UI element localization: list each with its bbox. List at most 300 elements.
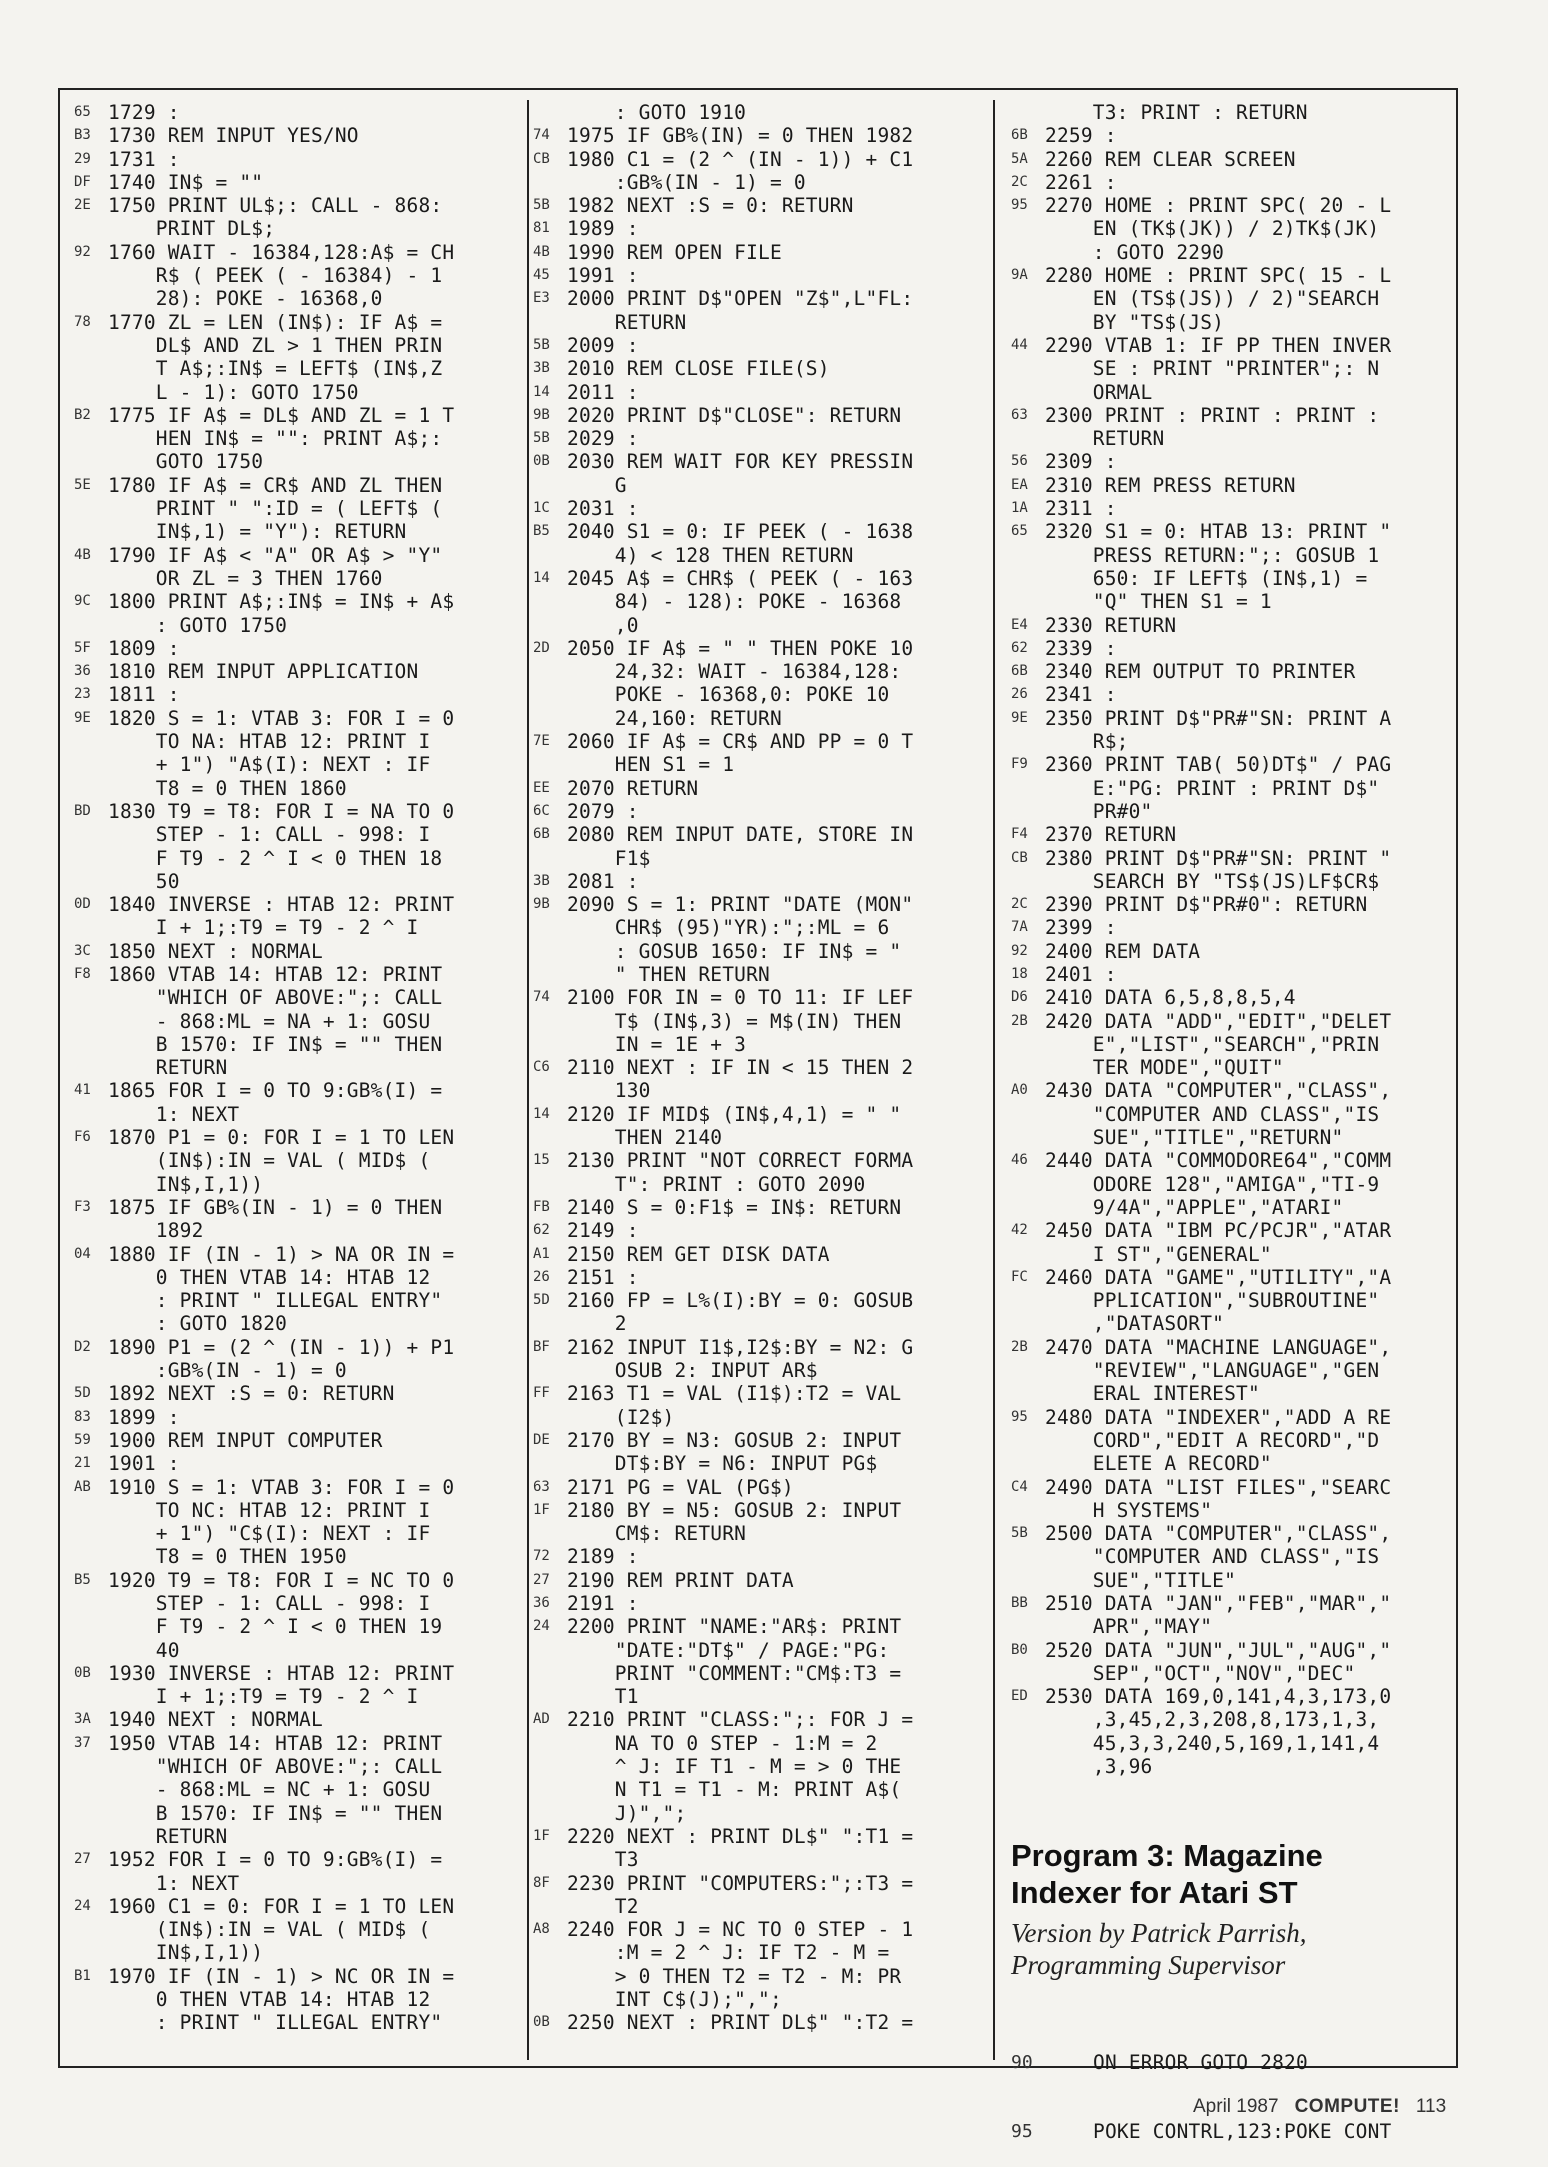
code-line bbox=[1011, 823, 1391, 846]
code-text: 0 THEN VTAB 14: HTAB 12 bbox=[108, 1988, 431, 2012]
code-text: 1880 IF (IN - 1) > NA OR IN = bbox=[108, 1242, 455, 1266]
code-line bbox=[74, 1569, 454, 1592]
code-text: : PRINT " ILLEGAL ENTRY" bbox=[108, 2011, 443, 2035]
code-text: + 1") "A$(I): NEXT : IF bbox=[108, 753, 431, 777]
code-text: CM$: RETURN bbox=[567, 1522, 747, 1546]
code-line bbox=[1011, 1708, 1391, 1731]
code-text: 2150 REM GET DISK DATA bbox=[567, 1242, 830, 1266]
code-line bbox=[74, 916, 454, 939]
code-line bbox=[74, 1732, 454, 1755]
code-line bbox=[533, 1872, 913, 1895]
code-line bbox=[1011, 1336, 1391, 1359]
code-text: 2060 IF A$ = CR$ AND PP = 0 T bbox=[567, 730, 914, 754]
code-text: 2240 FOR J = NC TO 0 STEP - 1 bbox=[567, 1918, 914, 1942]
code-line bbox=[1011, 287, 1391, 310]
code-line bbox=[74, 241, 454, 264]
checksum bbox=[1011, 730, 1045, 753]
code-line bbox=[533, 777, 913, 800]
code-line bbox=[74, 1802, 454, 1825]
checksum bbox=[533, 1802, 567, 1825]
code-line bbox=[533, 124, 913, 147]
code-text: "WHICH OF ABOVE:";: CALL bbox=[108, 986, 443, 1010]
code-text: "WHICH OF ABOVE:";: CALL bbox=[108, 1755, 443, 1779]
column-divider-2 bbox=[993, 100, 995, 2060]
checksum bbox=[74, 2011, 108, 2034]
checksum: B0 bbox=[1011, 1641, 1028, 1658]
checksum: 7A bbox=[1011, 919, 1028, 936]
checksum: 2C bbox=[1011, 173, 1028, 190]
code-line bbox=[74, 1033, 454, 1056]
magazine-name: COMPUTE! bbox=[1294, 2096, 1400, 2117]
checksum: 65 bbox=[74, 104, 91, 120]
code-line bbox=[74, 1429, 454, 1452]
checksum bbox=[533, 660, 567, 683]
code-text: 2191 : bbox=[567, 1592, 639, 1615]
code-line bbox=[1011, 1149, 1391, 1172]
code-line bbox=[1011, 1219, 1391, 1242]
code-text: T2 bbox=[567, 1894, 639, 1918]
checksum: 78 bbox=[74, 313, 91, 330]
code-line bbox=[533, 381, 913, 404]
code-line bbox=[1011, 893, 1391, 916]
byline-line-2: Programming Supervisor bbox=[1011, 1950, 1286, 1980]
checksum: 3C bbox=[74, 942, 91, 959]
checksum bbox=[1011, 427, 1045, 450]
checksum: DF bbox=[74, 173, 91, 190]
code-text: IN$,I,1)) bbox=[108, 1172, 264, 1196]
code-text: RETURN bbox=[108, 1056, 228, 1080]
code-text: 2530 DATA 169,0,141,4,3,173,0 bbox=[1045, 1685, 1392, 1709]
code-text: 2029 : bbox=[567, 427, 639, 451]
checksum: 63 bbox=[1011, 406, 1028, 423]
checksum bbox=[533, 1639, 567, 1662]
code-text: 2480 DATA "INDEXER","ADD A RE bbox=[1045, 1405, 1392, 1429]
code-text: 24,32: WAIT - 16384,128: bbox=[567, 660, 902, 684]
code-line bbox=[74, 1685, 454, 1708]
checksum bbox=[1011, 1429, 1045, 1452]
checksum bbox=[1011, 590, 1045, 613]
code-line bbox=[1011, 1615, 1391, 1638]
code-text: 1900 REM INPUT COMPUTER bbox=[108, 1428, 383, 1452]
checksum: 4B bbox=[74, 546, 91, 563]
code-line bbox=[1011, 567, 1391, 590]
code-line bbox=[74, 963, 454, 986]
code-line bbox=[74, 1406, 454, 1429]
checksum bbox=[74, 1103, 108, 1126]
checksum bbox=[533, 1406, 567, 1429]
code-text: 2270 HOME : PRINT SPC( 20 - L bbox=[1045, 194, 1392, 218]
checksum bbox=[74, 1872, 108, 1895]
code-line bbox=[1011, 1243, 1391, 1266]
checksum: 95 bbox=[1011, 2121, 1033, 2143]
checksum bbox=[533, 683, 567, 706]
checksum: 5D bbox=[533, 1292, 550, 1309]
code-line bbox=[1011, 357, 1391, 380]
code-line bbox=[533, 1359, 913, 1382]
checksum bbox=[533, 311, 567, 334]
checksum: 6B bbox=[1011, 127, 1028, 144]
checksum bbox=[533, 171, 567, 194]
code-line bbox=[1011, 1545, 1391, 1568]
code-text: 650: IF LEFT$ (IN$,1) = bbox=[1045, 566, 1368, 590]
code-text: :M = 2 ^ J: IF T2 - M = bbox=[567, 1941, 890, 1965]
code-line bbox=[1011, 1406, 1391, 1429]
checksum bbox=[74, 567, 108, 590]
checksum: 74 bbox=[533, 127, 550, 144]
code-text: HEN IN$ = "": PRINT A$;: bbox=[108, 427, 443, 451]
checksum bbox=[1011, 1196, 1045, 1219]
code-text: 1850 NEXT : NORMAL bbox=[108, 939, 323, 963]
code-text: :GB%(IN - 1) = 0 bbox=[108, 1359, 347, 1383]
code-text: 1989 : bbox=[567, 217, 639, 241]
code-text: N T1 = T1 - M: PRINT A$( bbox=[567, 1778, 902, 1802]
checksum: F9 bbox=[1011, 756, 1028, 773]
code-text: 1901 : bbox=[108, 1452, 180, 1476]
code-text: 2045 A$ = CHR$ ( PEEK ( - 163 bbox=[567, 566, 914, 590]
checksum: EA bbox=[1011, 476, 1028, 493]
code-text: TO NA: HTAB 12: PRINT I bbox=[108, 730, 431, 754]
code-text: 2171 PG = VAL (PG$) bbox=[567, 1475, 794, 1499]
code-line bbox=[533, 637, 913, 660]
code-line bbox=[1011, 2051, 1392, 2074]
checksum: 1F bbox=[533, 1827, 550, 1844]
code-line bbox=[533, 567, 913, 590]
code-line bbox=[74, 847, 454, 870]
code-line bbox=[1011, 707, 1391, 730]
code-line bbox=[74, 1359, 454, 1382]
code-text: T1 bbox=[567, 1685, 639, 1709]
code-text: 2 bbox=[567, 1312, 627, 1336]
code-text: DT$:BY = N6: INPUT PG$ bbox=[567, 1452, 878, 1476]
code-line bbox=[1011, 1103, 1391, 1126]
checksum bbox=[74, 1755, 108, 1778]
code-line bbox=[533, 334, 913, 357]
code-text: 2520 DATA "JUN","JUL","AUG"," bbox=[1045, 1638, 1392, 1662]
code-text: DL$ AND ZL > 1 THEN PRIN bbox=[108, 333, 443, 357]
code-line bbox=[74, 1639, 454, 1662]
checksum bbox=[74, 1056, 108, 1079]
checksum: FC bbox=[1011, 1268, 1028, 1285]
code-text: 2311 : bbox=[1045, 497, 1117, 521]
checksum bbox=[74, 287, 108, 310]
code-line bbox=[1011, 1522, 1391, 1545]
code-text: 1982 NEXT :S = 0: RETURN bbox=[567, 194, 854, 218]
checksum: 3B bbox=[533, 872, 550, 889]
checksum bbox=[533, 1359, 567, 1382]
code-text: APR","MAY" bbox=[1045, 1615, 1213, 1639]
code-line bbox=[1011, 171, 1391, 194]
code-text: 2490 DATA "LIST FILES","SEARC bbox=[1045, 1475, 1392, 1499]
code-line bbox=[533, 1476, 913, 1499]
checksum: 27 bbox=[533, 1571, 550, 1588]
code-line bbox=[533, 1103, 913, 1126]
code-text: ,"DATASORT" bbox=[1045, 1312, 1225, 1336]
code-text: 2190 REM PRINT DATA bbox=[567, 1568, 794, 1592]
checksum: 5F bbox=[74, 639, 91, 656]
code-line bbox=[1011, 2120, 1392, 2143]
code-text: 2280 HOME : PRINT SPC( 15 - L bbox=[1045, 264, 1392, 288]
code-line bbox=[533, 800, 913, 823]
code-text: 2401 : bbox=[1045, 962, 1117, 986]
checksum: 0B bbox=[74, 1664, 91, 1681]
code-text: 2009 : bbox=[567, 333, 639, 357]
code-text: 1830 T9 = T8: FOR I = NA TO 0 bbox=[108, 799, 455, 823]
code-line bbox=[1011, 1173, 1391, 1196]
checksum bbox=[74, 823, 108, 846]
code-line bbox=[74, 194, 454, 217]
code-line bbox=[533, 1452, 913, 1475]
code-line bbox=[533, 1918, 913, 1941]
code-text: 2031 : bbox=[567, 497, 639, 521]
code-line bbox=[74, 777, 454, 800]
checksum bbox=[533, 1685, 567, 1708]
checksum bbox=[1011, 381, 1045, 404]
code-text: 1731 : bbox=[108, 147, 180, 171]
code-text: 2120 IF MID$ (IN$,4,1) = " " bbox=[567, 1102, 902, 1126]
checksum bbox=[74, 1266, 108, 1289]
code-line bbox=[74, 1545, 454, 1568]
checksum: 1C bbox=[533, 500, 550, 517]
code-line bbox=[533, 1615, 913, 1638]
code-line bbox=[74, 1056, 454, 1079]
code-line bbox=[74, 217, 454, 240]
code-line bbox=[1011, 497, 1391, 520]
code-line bbox=[1011, 1056, 1391, 1079]
code-text: ^ J: IF T1 - M = > 0 THE bbox=[567, 1755, 902, 1779]
checksum bbox=[1011, 101, 1045, 124]
code-text: CORD","EDIT A RECORD","D bbox=[1045, 1428, 1380, 1452]
code-line bbox=[1011, 1452, 1391, 1475]
checksum: 9B bbox=[533, 406, 550, 423]
code-line bbox=[1011, 683, 1391, 706]
checksum bbox=[1011, 1499, 1045, 1522]
code-line bbox=[74, 1592, 454, 1615]
code-line bbox=[533, 1848, 913, 1871]
code-text: INT C$(J);","; bbox=[567, 1988, 782, 2012]
code-text: 2160 FP = L%(I):BY = 0: GOSUB bbox=[567, 1289, 914, 1313]
code-line bbox=[74, 1149, 454, 1172]
checksum: CB bbox=[533, 150, 550, 167]
code-line bbox=[1011, 1126, 1391, 1149]
code-line bbox=[74, 730, 454, 753]
checksum bbox=[74, 1173, 108, 1196]
code-line bbox=[74, 520, 454, 543]
code-text: 2220 NEXT : PRINT DL$" ":T1 = bbox=[567, 1824, 914, 1848]
code-line bbox=[533, 311, 913, 334]
code-text: SUE","TITLE" bbox=[1045, 1568, 1237, 1592]
code-line bbox=[1011, 520, 1391, 543]
code-text: 2420 DATA "ADD","EDIT","DELET bbox=[1045, 1009, 1392, 1033]
code-text: 1930 INVERSE : HTAB 12: PRINT bbox=[108, 1661, 455, 1685]
issue-date: April 1987 bbox=[1193, 2096, 1279, 2117]
code-text: IN$,1) = "Y"): RETURN bbox=[108, 520, 407, 544]
code-line bbox=[1011, 1429, 1391, 1452]
checksum bbox=[533, 847, 567, 870]
code-line bbox=[1011, 916, 1391, 939]
code-text: (IN$):IN = VAL ( MID$ ( bbox=[108, 1918, 431, 1942]
checksum bbox=[1011, 1173, 1045, 1196]
code-line bbox=[533, 1312, 913, 1335]
code-text: 2080 REM INPUT DATE, STORE IN bbox=[567, 823, 914, 847]
code-line bbox=[74, 1382, 454, 1405]
code-text: PR#0" bbox=[1045, 799, 1153, 823]
code-line bbox=[74, 1336, 454, 1359]
code-text: T3: PRINT : RETURN bbox=[1045, 101, 1308, 124]
code-line bbox=[74, 1312, 454, 1335]
checksum bbox=[1011, 241, 1045, 264]
code-line bbox=[74, 614, 454, 637]
checksum: 37 bbox=[74, 1734, 91, 1751]
code-line bbox=[533, 1778, 913, 1801]
code-text: T$ (IN$,3) = M$(IN) THEN bbox=[567, 1009, 902, 1033]
code-text: PRINT " ":ID = ( LEFT$ ( bbox=[108, 497, 443, 521]
code-text: 2070 RETURN bbox=[567, 776, 699, 800]
code-line bbox=[533, 1569, 913, 1592]
program-title-line-2: Indexer for Atari ST bbox=[1011, 1875, 1298, 1910]
code-text: 1800 PRINT A$;:IN$ = IN$ + A$ bbox=[108, 590, 455, 614]
checksum: DE bbox=[533, 1431, 550, 1448]
checksum: 27 bbox=[74, 1851, 91, 1868]
code-text: (I2$) bbox=[567, 1405, 675, 1429]
code-line bbox=[533, 1219, 913, 1242]
code-text: OR ZL = 3 THEN 1760 bbox=[108, 566, 383, 590]
code-line bbox=[74, 1266, 454, 1289]
checksum bbox=[74, 1219, 108, 1242]
checksum bbox=[74, 847, 108, 870]
checksum: 5D bbox=[74, 1385, 91, 1402]
code-text: 1952 FOR I = 0 TO 9:GB%(I) = bbox=[108, 1848, 443, 1872]
code-text: GOTO 1750 bbox=[108, 450, 264, 474]
checksum bbox=[533, 1033, 567, 1056]
code-line bbox=[1011, 1662, 1391, 1685]
checksum: 5B bbox=[1011, 1525, 1028, 1542]
checksum bbox=[1011, 567, 1045, 590]
code-line bbox=[1011, 124, 1391, 147]
code-text: H SYSTEMS" bbox=[1045, 1498, 1213, 1522]
page-footer bbox=[1193, 2096, 1446, 2118]
code-text: PRINT "COMMENT:"CM$:T3 = bbox=[567, 1661, 902, 1685]
checksum bbox=[1011, 1452, 1045, 1475]
code-line bbox=[533, 1732, 913, 1755]
checksum: F6 bbox=[74, 1129, 91, 1146]
checksum: C4 bbox=[1011, 1478, 1028, 1495]
checksum bbox=[533, 1452, 567, 1475]
checksum bbox=[533, 1522, 567, 1545]
code-line bbox=[1011, 1569, 1391, 1592]
checksum: B5 bbox=[533, 523, 550, 540]
code-line bbox=[533, 1895, 913, 1918]
code-line bbox=[74, 101, 454, 124]
checksum: 2E bbox=[74, 197, 91, 214]
checksum: 1A bbox=[1011, 500, 1028, 517]
checksum: 42 bbox=[1011, 1222, 1028, 1239]
code-text: 2310 REM PRESS RETURN bbox=[1045, 473, 1296, 497]
code-line bbox=[74, 287, 454, 310]
code-text: 2309 : bbox=[1045, 450, 1117, 474]
code-text: 2130 PRINT "NOT CORRECT FORMA bbox=[567, 1149, 914, 1173]
code-line bbox=[1011, 940, 1391, 963]
code-text: 2151 : bbox=[567, 1265, 639, 1289]
checksum: 59 bbox=[74, 1431, 91, 1448]
code-line bbox=[74, 264, 454, 287]
code-text: 2360 PRINT TAB( 50)DT$" / PAG bbox=[1045, 753, 1392, 777]
code-text: 1980 C1 = (2 ^ (IN - 1)) + C1 bbox=[567, 147, 914, 171]
checksum bbox=[533, 753, 567, 776]
checksum bbox=[1011, 544, 1045, 567]
checksum: 9C bbox=[74, 593, 91, 610]
checksum bbox=[74, 1802, 108, 1825]
checksum: F4 bbox=[1011, 826, 1028, 843]
code-line bbox=[1011, 777, 1391, 800]
code-line bbox=[533, 753, 913, 776]
checksum bbox=[74, 1825, 108, 1848]
code-text: 2259 : bbox=[1045, 124, 1117, 148]
checksum: BB bbox=[1011, 1595, 1028, 1611]
code-line bbox=[1011, 217, 1391, 240]
code-line bbox=[74, 1196, 454, 1219]
code-text: PPLICATION","SUBROUTINE" bbox=[1045, 1289, 1380, 1313]
code-text: 2350 PRINT D$"PR#"SN: PRINT A bbox=[1045, 706, 1392, 730]
code-line bbox=[1011, 241, 1391, 264]
checksum: 9A bbox=[1011, 267, 1028, 284]
code-line bbox=[74, 1778, 454, 1801]
code-line bbox=[1011, 1382, 1391, 1405]
code-text: 2339 : bbox=[1045, 636, 1117, 660]
code-text: ,0 bbox=[567, 613, 639, 637]
code-text: 2200 PRINT "NAME:"AR$: PRINT bbox=[567, 1615, 902, 1639]
checksum: 41 bbox=[74, 1082, 91, 1099]
code-text: "Q" THEN S1 = 1 bbox=[1045, 590, 1272, 614]
checksum bbox=[74, 520, 108, 543]
code-text: 1899 : bbox=[108, 1405, 180, 1429]
code-text: 2470 DATA "MACHINE LANGUAGE", bbox=[1045, 1335, 1392, 1359]
checksum: ED bbox=[1011, 1688, 1028, 1705]
checksum: E3 bbox=[533, 290, 550, 307]
code-line bbox=[74, 707, 454, 730]
code-line bbox=[533, 614, 913, 637]
code-line bbox=[1011, 101, 1391, 124]
code-text: 2050 IF A$ = " " THEN POKE 10 bbox=[567, 636, 914, 660]
code-line bbox=[74, 1825, 454, 1848]
checksum bbox=[533, 1312, 567, 1335]
code-text: OSUB 2: INPUT AR$ bbox=[567, 1359, 818, 1383]
checksum: 14 bbox=[533, 383, 550, 400]
code-line bbox=[1011, 1592, 1391, 1615]
checksum bbox=[1011, 1289, 1045, 1312]
code-text: 2400 REM DATA bbox=[1045, 939, 1201, 963]
checksum: 2B bbox=[1011, 1338, 1028, 1355]
code-text: 45,3,3,240,5,169,1,141,4 bbox=[1045, 1731, 1380, 1755]
code-line bbox=[533, 1173, 913, 1196]
checksum bbox=[533, 1755, 567, 1778]
code-line bbox=[1011, 148, 1391, 171]
code-text: 1892 NEXT :S = 0: RETURN bbox=[108, 1382, 395, 1406]
code-line bbox=[74, 1662, 454, 1685]
checksum bbox=[74, 497, 108, 520]
checksum bbox=[74, 916, 108, 939]
checksum: 65 bbox=[1011, 523, 1028, 540]
checksum: 95 bbox=[1011, 197, 1028, 214]
code-line bbox=[1011, 1732, 1391, 1755]
code-text: 2460 DATA "GAME","UTILITY","A bbox=[1045, 1265, 1392, 1289]
checksum bbox=[74, 450, 108, 473]
code-text: PRINT DL$; bbox=[108, 217, 276, 241]
code-line bbox=[533, 1079, 913, 1102]
listing-column-2 bbox=[533, 101, 913, 2035]
checksum bbox=[1011, 1243, 1045, 1266]
code-line bbox=[533, 474, 913, 497]
checksum: FB bbox=[533, 1198, 550, 1215]
